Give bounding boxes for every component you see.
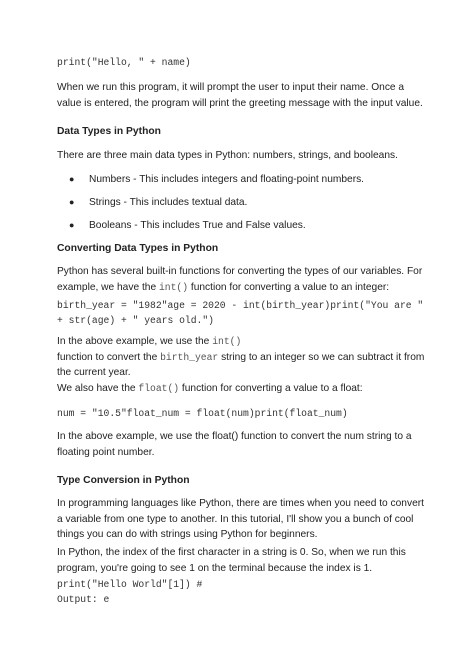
list-item-text: Booleans - This includes True and False values.	[89, 220, 306, 231]
inline-code-int: int()	[158, 281, 189, 293]
paragraph-above-example-2: In the above example, we use the float() function to convert the num string to a floating point number.	[57, 431, 412, 458]
bullet-icon: ●	[69, 220, 75, 230]
heading-type-conversion: Type Conversion in Python	[57, 475, 190, 486]
bullet-icon: ●	[69, 197, 75, 207]
paragraph-text: In the above example, we use the	[57, 336, 210, 347]
code-line: + str(age) + " years old.")	[57, 315, 214, 326]
inline-code-float: float()	[138, 383, 180, 394]
paragraph-text: string to an integer so we can subtract it from the current year.	[57, 351, 425, 378]
paragraph-text: function for converting a value to an integer:	[190, 281, 390, 293]
paragraph-three-types: There are three main data types in Python: numbers, strings, and booleans.	[57, 150, 398, 161]
paragraph-index: In Python, the index of the first character in a string is 0. So, when we run this program, you're going to see 1 on the terminal because the index is 1.	[57, 547, 406, 574]
inline-code-int: int()	[212, 336, 242, 347]
paragraph-text: We also have the	[57, 383, 136, 394]
paragraph-text: Python has several built-in functions for converting the types of our variables. For example, we have the	[57, 266, 423, 293]
list-item-text: Strings - This includes textual data.	[89, 197, 248, 208]
bullet-icon: ●	[69, 174, 75, 184]
heading-data-types: Data Types in Python	[57, 126, 161, 137]
code-print-name: print("Hello, " + name)	[57, 57, 191, 68]
heading-converting: Converting Data Types in Python	[57, 243, 219, 254]
list-item-text: Numbers - This includes integers and floating-point numbers.	[89, 174, 365, 185]
paragraph-builtin	[57, 264, 427, 295]
paragraph-text: function for converting a value to a float:	[181, 383, 363, 394]
paragraph-above-example-1	[57, 334, 427, 381]
code-line: print("Hello World"[1]) #	[57, 579, 203, 590]
paragraph-prog-langs: In programming languages like Python, there are times when you need to convert a variable from one type to another. In this tutorial, I'll show you a bunch of cool things you can do with strings using Python for beginners.	[57, 498, 424, 540]
code-hello-world	[57, 577, 427, 607]
paragraph-float	[57, 381, 427, 397]
code-line: birth_year = "1982"age = 2020 - int(birth_year)print("You are "	[57, 300, 424, 311]
paragraph-prompt: When we run this program, it will prompt the user to input their name. Once a value is entered, the program will print the greeting message with the input value.	[57, 82, 423, 109]
inline-code-birth-year: birth_year	[160, 351, 219, 363]
paragraph-text: function to convert the	[57, 351, 158, 363]
code-birth-year	[57, 298, 427, 328]
code-num-float: num = "10.5"float_num = float(num)print(float_num)	[57, 408, 348, 419]
code-line: Output: e	[57, 594, 110, 605]
